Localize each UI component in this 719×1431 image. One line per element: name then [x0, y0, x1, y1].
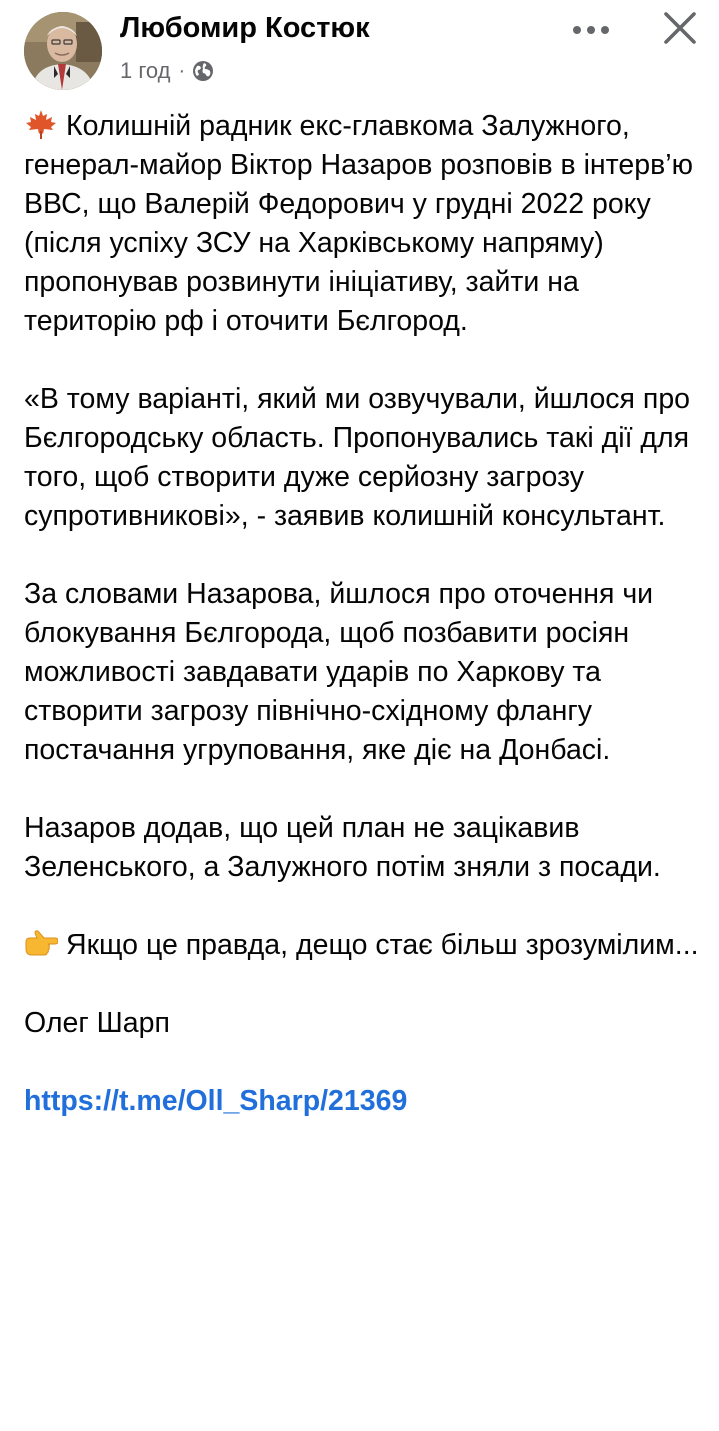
paragraph-conclusion — [24, 926, 704, 965]
close-icon — [663, 11, 697, 45]
post-header — [0, 0, 719, 100]
paragraph-intro-text: Колишній радник екс-главкома Залужного, генерал-майор Віктор Назаров розповів в інтерв’ю ВВС, що Валерій Федорович у грудні 2022 року (після успіху ЗСУ на Харківському напряму) пропонував розвинути ініціативу, зайти на територію рф і оточити Бєлгород. — [24, 110, 693, 337]
paragraph-signature: Олег Шарп — [24, 1007, 170, 1039]
maple-leaf-emoji — [24, 109, 58, 139]
globe-icon — [192, 60, 214, 82]
post-meta — [120, 58, 214, 84]
pointing-right-emoji — [24, 928, 58, 958]
author-avatar[interactable] — [24, 12, 102, 90]
paragraph-link — [24, 1082, 704, 1121]
post-text — [24, 107, 704, 1121]
close-button[interactable] — [656, 4, 704, 52]
post-timestamp[interactable]: 1 год — [120, 58, 171, 83]
more-options-button[interactable] — [566, 12, 616, 48]
more-dots-icon — [571, 25, 611, 35]
paragraph-quote: «В тому варіанті, який ми озвучували, йшлося про Бєлгородську область. Пропонувались такі дії для того, щоб створити дуже серйозну загрозу супротивникові», - заявив колишній консультант. — [24, 383, 691, 532]
author-name[interactable]: Любомир Костюк — [120, 12, 370, 44]
paragraph-details: За словами Назарова, йшлося про оточення чи блокування Бєлгорода, щоб позбавити росіян можливості завдавати ударів по Харкову та створити загрозу північно-східному флангу постачання угруповання, яке діє на Донбасі. — [24, 578, 654, 766]
meta-separator: · — [178, 59, 186, 82]
source-link[interactable]: https://t.me/Oll_Sharp/21369 — [24, 1085, 408, 1117]
paragraph-outcome: Назаров додав, що цей план не зацікавив Зеленського, а Залужного потім зняли з посади. — [24, 812, 661, 883]
paragraph-conclusion-text: Якщо це правда, дещо стає більш зрозумілим... — [66, 929, 699, 961]
paragraph-intro — [24, 107, 704, 341]
